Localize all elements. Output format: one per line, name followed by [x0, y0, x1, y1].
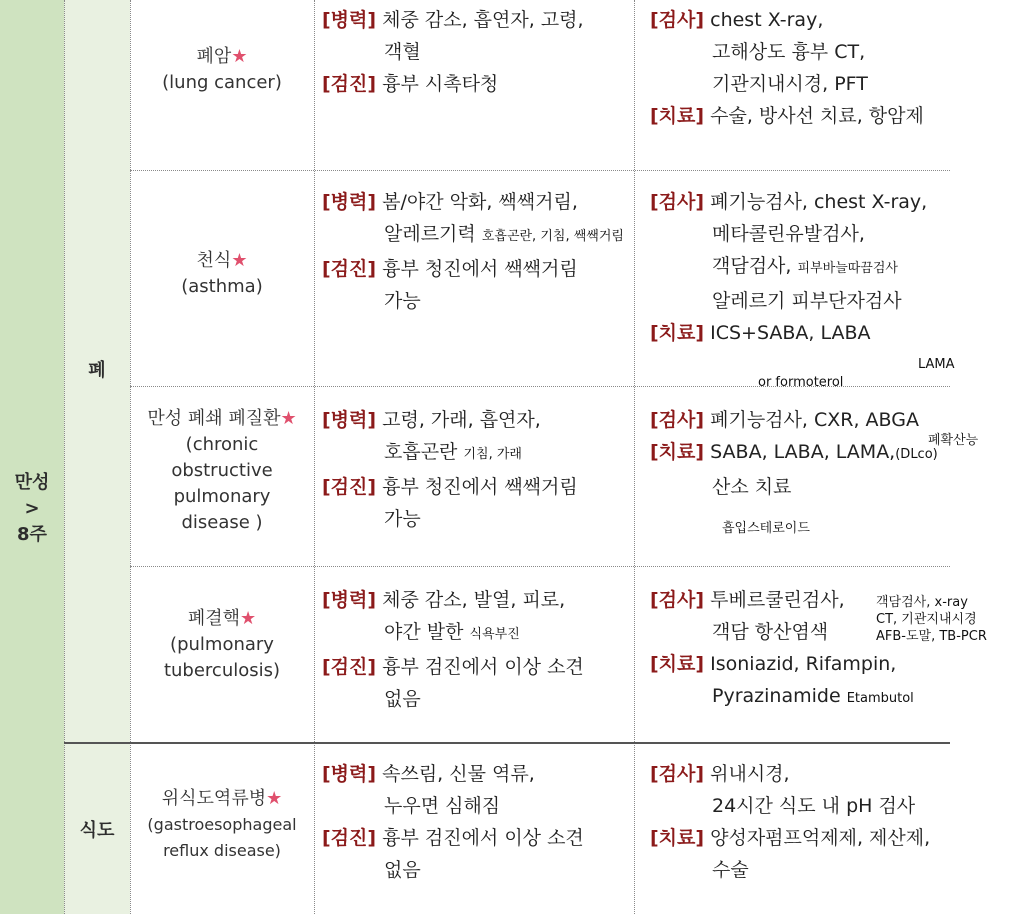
- test-text: 위내시경,: [710, 763, 790, 785]
- handwritten-note: 피부바늘따끔검사: [797, 261, 898, 276]
- organ-column: [64, 0, 130, 914]
- history-tag: [병력]: [322, 9, 377, 31]
- treatment-text: Isoniazid, Rifampin,: [710, 653, 897, 675]
- disease-name: [132, 786, 312, 864]
- disease-name: [132, 248, 312, 300]
- handwritten-note: 식욕부진: [469, 627, 520, 642]
- category-line: >: [24, 498, 40, 519]
- history-text: 야간 발한: [384, 621, 464, 643]
- test-text: 고해상도 흉부 CT,: [712, 41, 866, 63]
- category-line: 8주: [17, 524, 47, 545]
- history-text: 누우면 심해짐: [384, 795, 501, 817]
- category-column: [0, 0, 64, 914]
- test-tag: [검사]: [650, 9, 705, 31]
- test-text: 메타콜린유발검사,: [712, 223, 865, 245]
- disease-english: obstructive: [171, 460, 273, 481]
- disease-english: (gastroesophageal: [147, 815, 297, 834]
- handwritten-note: 기침, 가래: [463, 447, 522, 462]
- disease-english: tuberculosis): [163, 660, 281, 681]
- test-treatment-cell: [650, 4, 924, 132]
- star-icon: ★: [280, 408, 297, 429]
- history-exam-cell: [322, 4, 584, 100]
- treatment-text: Pyrazinamide: [712, 685, 841, 707]
- test-text: 투베르쿨린검사,: [710, 589, 845, 611]
- history-tag: [병력]: [322, 589, 377, 611]
- test-treatment-cell: [650, 758, 930, 886]
- handwritten-note: CT, 기관지내시경: [876, 612, 977, 627]
- exam-text: 없음: [384, 688, 421, 710]
- treatment-tag: [치료]: [650, 322, 705, 344]
- category-label: [0, 470, 64, 548]
- exam-tag: [검진]: [322, 827, 377, 849]
- organ-label-esophagus: 식도: [79, 820, 115, 841]
- disease-title: 폐암: [196, 46, 232, 67]
- history-text: 알레르기력: [384, 223, 476, 245]
- handwritten-note: 흡입스테로이드: [722, 521, 810, 536]
- divider: [130, 0, 131, 914]
- handwritten-note: AFB-도말, TB-PCR: [876, 629, 987, 644]
- row-divider: [130, 170, 950, 171]
- treatment-text: 산소 치료: [712, 476, 792, 498]
- treatment-text: 양성자펌프억제제, 제산제,: [710, 827, 931, 849]
- category-line: 만성: [14, 472, 50, 493]
- history-tag: [병력]: [322, 191, 377, 213]
- handwritten-note: 호흡곤란, 기침, 쌕쌕거림: [481, 229, 624, 244]
- history-exam-cell: [322, 404, 578, 535]
- test-text: 객담검사,: [712, 255, 792, 277]
- handwritten-note: LAMA: [918, 357, 955, 372]
- test-text: 알레르기 피부단자검사: [712, 290, 902, 312]
- test-treatment-cell: [650, 186, 927, 349]
- exam-text: 흉부 청진에서 쌕쌕거림: [382, 258, 578, 280]
- handwritten-note: Etambutol: [846, 691, 914, 706]
- treatment-text: ICS+SABA, LABA: [710, 322, 871, 344]
- disease-english: (lung cancer): [162, 72, 282, 93]
- disease-english: (chronic: [185, 434, 259, 455]
- disease-title: 만성 폐쇄 폐질환: [147, 408, 281, 429]
- disease-title: 폐결핵: [187, 608, 241, 629]
- star-icon: ★: [240, 608, 257, 629]
- test-tag: [검사]: [650, 763, 705, 785]
- test-text: 객담 항산염색: [712, 621, 829, 643]
- exam-tag: [검진]: [322, 656, 377, 678]
- history-exam-cell: [322, 584, 584, 715]
- exam-text: 흉부 검진에서 이상 소견: [382, 827, 584, 849]
- handwritten-note: or formoterol: [758, 375, 844, 390]
- history-text: 고령, 가래, 흡연자,: [382, 409, 541, 431]
- divider: [64, 0, 65, 914]
- disease-english: (pulmonary: [170, 634, 274, 655]
- treatment-tag: [치료]: [650, 827, 705, 849]
- disease-english: (asthma): [181, 276, 263, 297]
- history-exam-cell: [322, 186, 624, 317]
- star-icon: ★: [266, 788, 283, 809]
- test-treatment-cell: [650, 584, 914, 715]
- exam-text: 흉부 시촉타청: [382, 73, 499, 95]
- exam-text: 없음: [384, 859, 421, 881]
- handwritten-notes: [876, 594, 987, 645]
- test-tag: [검사]: [650, 191, 705, 213]
- disease-name: [132, 406, 312, 536]
- exam-tag: [검진]: [322, 73, 377, 95]
- history-text: 객혈: [384, 41, 421, 63]
- exam-text: 가능: [384, 508, 421, 530]
- star-icon: ★: [231, 250, 248, 271]
- test-tag: [검사]: [650, 409, 705, 431]
- history-text: 속쓰림, 신물 역류,: [382, 763, 535, 785]
- test-treatment-cell: [650, 404, 938, 503]
- row-divider: [130, 566, 950, 567]
- disease-title: 천식: [196, 250, 232, 271]
- history-text: 체중 감소, 발열, 피로,: [382, 589, 566, 611]
- history-tag: [병력]: [322, 763, 377, 785]
- treatment-text: SABA, LABA, LAMA,: [710, 441, 896, 463]
- exam-text: 흉부 검진에서 이상 소견: [382, 656, 584, 678]
- organ-label-lung: 폐: [88, 360, 106, 381]
- test-text: chest X-ray,: [710, 9, 824, 31]
- exam-tag: [검진]: [322, 476, 377, 498]
- history-tag: [병력]: [322, 409, 377, 431]
- treatment-text: 수술, 방사선 치료, 항암제: [710, 105, 924, 127]
- test-text: 기관지내시경, PFT: [712, 73, 868, 95]
- history-exam-cell: [322, 758, 584, 886]
- test-text: 24시간 식도 내 pH 검사: [712, 795, 916, 817]
- disease-name: [132, 44, 312, 96]
- divider: [634, 0, 635, 914]
- treatment-text: 수술: [712, 859, 749, 881]
- handwritten-note: 폐확산능: [928, 433, 979, 448]
- history-text: 호흡곤란: [384, 441, 458, 463]
- divider: [314, 0, 315, 914]
- disease-english: disease ): [181, 512, 263, 533]
- history-text: 봄/야간 악화, 쌕쌕거림,: [382, 191, 578, 213]
- exam-text: 흉부 청진에서 쌕쌕거림: [382, 476, 578, 498]
- disease-english: reflux disease): [163, 841, 281, 860]
- star-icon: ★: [231, 46, 248, 67]
- treatment-tag: [치료]: [650, 653, 705, 675]
- test-tag: [검사]: [650, 589, 705, 611]
- disease-title: 위식도역류병: [161, 788, 267, 809]
- handwritten-note: 객담검사, x-ray: [876, 595, 968, 610]
- treatment-tag: [치료]: [650, 441, 705, 463]
- test-text: 폐기능검사, chest X-ray,: [710, 191, 928, 213]
- treatment-tag: [치료]: [650, 105, 705, 127]
- history-text: 체중 감소, 흡연자, 고령,: [382, 9, 584, 31]
- exam-text: 가능: [384, 290, 421, 312]
- test-text: 폐기능검사, CXR, ABGA: [710, 409, 919, 431]
- section-divider: [64, 742, 950, 744]
- disease-english: pulmonary: [173, 486, 271, 507]
- handwritten-note: (DLco): [895, 447, 938, 462]
- exam-tag: [검진]: [322, 258, 377, 280]
- disease-name: [132, 606, 312, 684]
